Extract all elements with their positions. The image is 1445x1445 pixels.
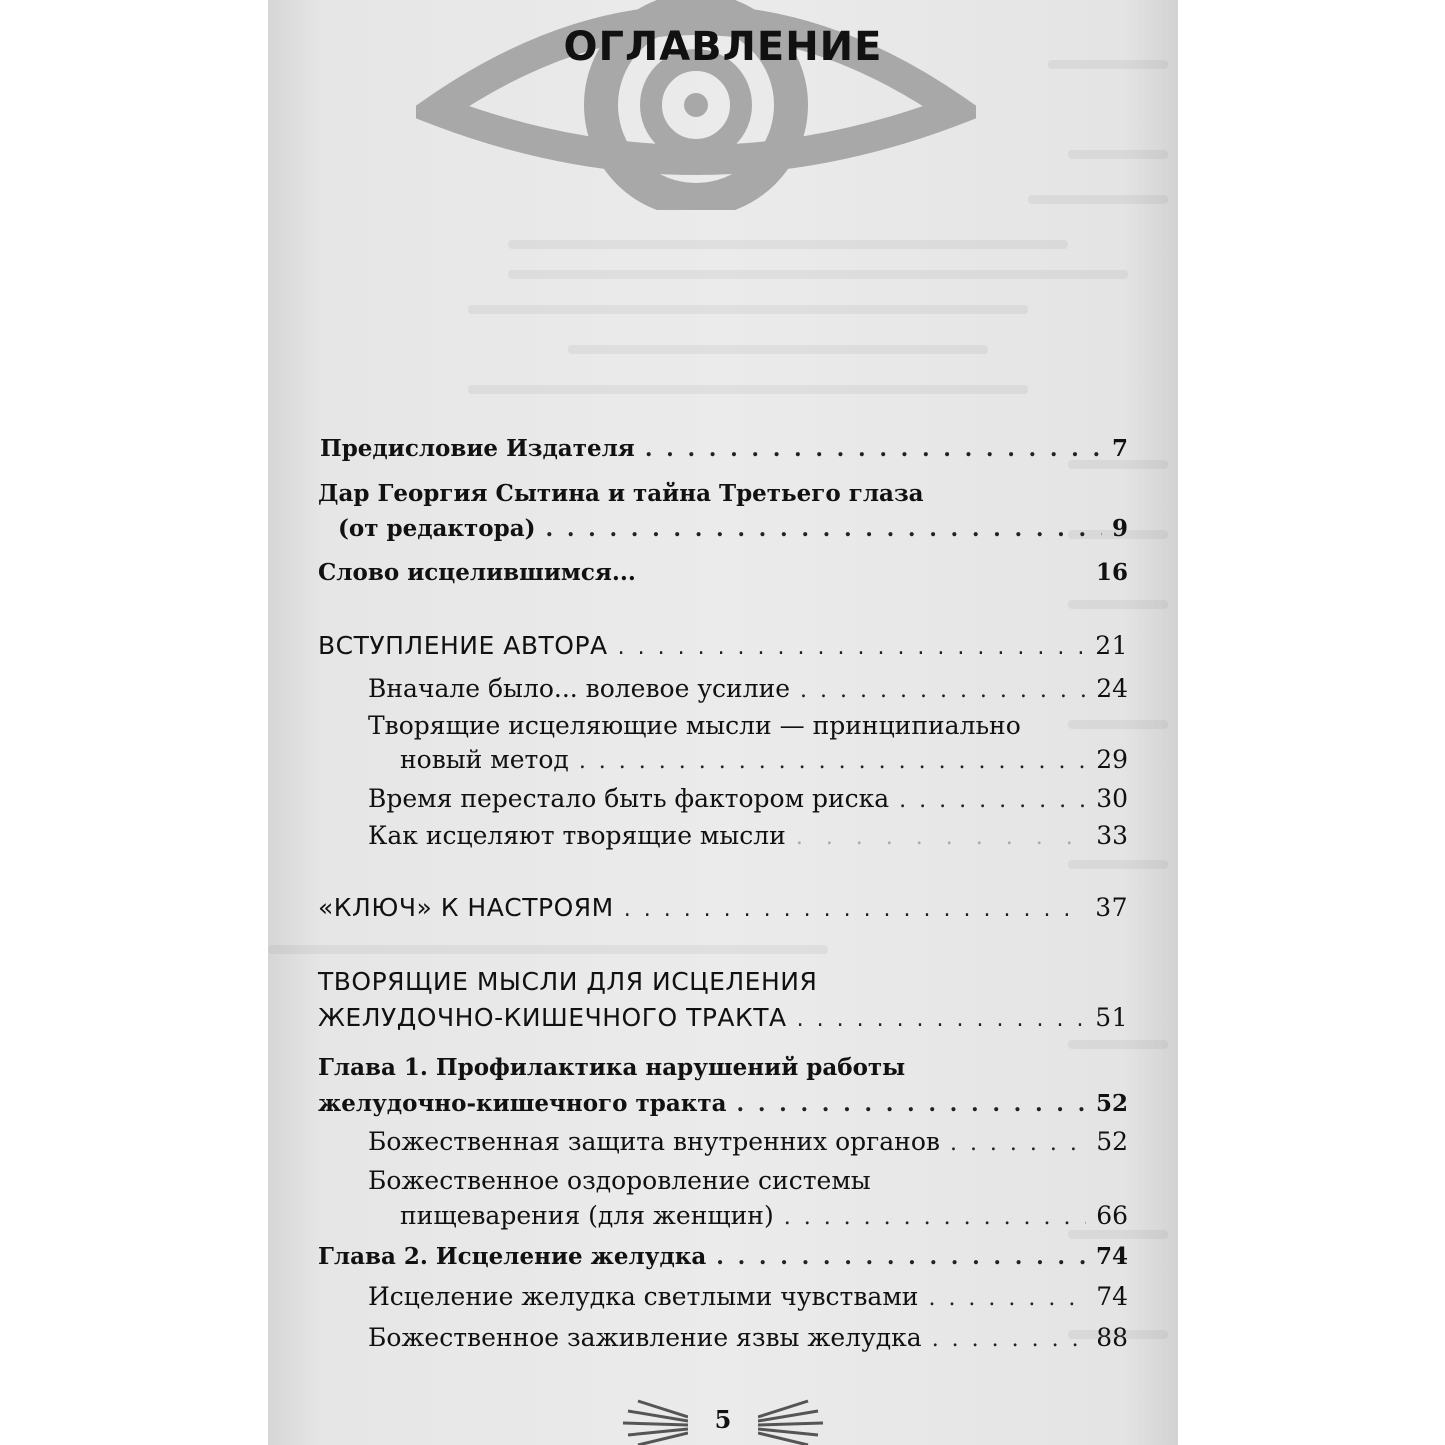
toc-entry-title: Божественное заживление язвы желудка <box>368 1323 922 1352</box>
toc-entry[interactable] <box>318 891 1128 927</box>
toc-entry-title: Глава 2. Исцеление желудка <box>318 1243 707 1270</box>
toc-entry-title[interactable]: Божественное оздоровление системы <box>368 1166 871 1195</box>
dot-leader <box>737 1087 1086 1121</box>
dot-leader <box>624 893 1085 927</box>
toc-entry-title-cont: (от редактора) <box>338 515 536 542</box>
toc-entry[interactable] <box>368 819 1128 855</box>
dot-leader <box>645 432 1102 466</box>
toc-entry[interactable] <box>338 512 1128 546</box>
toc-entry[interactable] <box>400 743 1128 779</box>
toc-entry-title[interactable]: Творящие исцеляющие мысли — принципиально <box>368 711 1021 740</box>
dot-leader <box>928 1282 1086 1316</box>
toc-entry[interactable] <box>318 1001 1128 1037</box>
toc-entry-page: 30 <box>1096 784 1128 813</box>
toc-entry[interactable] <box>318 629 1128 665</box>
toc-entry-title: Слово исцелившимся... <box>318 559 636 586</box>
dot-leader <box>950 1127 1086 1161</box>
toc-entry-page: 52 <box>1096 1127 1128 1156</box>
toc-entry-page: 37 <box>1095 893 1128 922</box>
toc-entry-page: 88 <box>1096 1323 1128 1352</box>
dot-leader <box>797 1003 1086 1037</box>
toc-entry-page: 66 <box>1096 1201 1128 1230</box>
toc-entry-page: 51 <box>1095 1003 1128 1032</box>
dot-leader <box>716 1240 1086 1274</box>
dot-leader <box>579 745 1086 779</box>
toc-entry-page: 16 <box>1095 559 1128 586</box>
toc-entry-title: Предисловие Издателя <box>320 435 635 462</box>
toc-entry-page: 33 <box>1096 821 1128 850</box>
book-page <box>268 0 1178 1445</box>
dot-leader <box>784 1201 1086 1235</box>
toc-entry-title: Время перестало быть фактором риска <box>368 784 890 813</box>
toc-entry[interactable] <box>368 1125 1128 1161</box>
toc-entry-page: 74 <box>1095 1243 1128 1270</box>
toc-entry-page: 29 <box>1096 745 1128 774</box>
toc-entry[interactable] <box>400 1199 1128 1235</box>
dot-leader <box>546 512 1102 546</box>
toc-entry[interactable] <box>320 432 1128 466</box>
toc-entry-page: 24 <box>1096 674 1128 703</box>
toc-entry-title[interactable]: Глава 1. Профилактика нарушений работы <box>318 1054 906 1081</box>
toc-entry-title[interactable]: Дар Георгия Сытина и тайна Третьего глаза <box>318 480 924 507</box>
toc-entry-title-cont: новый метод <box>400 745 569 774</box>
toc-entry-title: Вначале было... волевое усилие <box>368 674 791 703</box>
toc-entry-title[interactable]: ТВОРЯЩИЕ МЫСЛИ ДЛЯ ИСЦЕЛЕНИЯ <box>318 967 818 996</box>
toc-entry-page: 74 <box>1096 1282 1128 1311</box>
dot-leader <box>796 821 1086 855</box>
toc-entry[interactable] <box>368 782 1128 818</box>
toc-entry[interactable] <box>368 1280 1128 1316</box>
toc-entry-page: 9 <box>1111 515 1128 542</box>
toc-entry-title-cont: ЖЕЛУДОЧНО-КИШЕЧНОГО ТРАКТА <box>318 1003 787 1032</box>
toc-entry-title: «КЛЮЧ» К НАСТРОЯМ <box>318 893 614 922</box>
dot-leader <box>618 631 1086 665</box>
dot-leader <box>899 784 1086 818</box>
toc-entry[interactable] <box>318 556 1128 590</box>
toc-entry[interactable] <box>318 1087 1128 1121</box>
toc-entry[interactable] <box>318 1240 1128 1274</box>
page-number: 5 <box>714 1405 732 1434</box>
toc-entry-page: 7 <box>1111 435 1128 462</box>
toc-entry-page: 52 <box>1095 1090 1128 1117</box>
toc-entry-title-cont: пищеварения (для женщин) <box>400 1201 774 1230</box>
toc-entry-title: Божественная защита внутренних органов <box>368 1127 940 1156</box>
dot-leader <box>932 1323 1087 1357</box>
toc-entry-title-cont: желудочно-кишечного тракта <box>318 1090 727 1117</box>
dot-leader <box>800 674 1086 708</box>
toc-entry[interactable] <box>368 672 1128 708</box>
toc-entry-title: ВСТУПЛЕНИЕ АВТОРА <box>318 631 608 660</box>
toc-entry-title: Исцеление желудка светлыми чувствами <box>368 1282 919 1311</box>
toc-entry-title: Как исцеляют творящие мысли <box>368 821 786 850</box>
page-title: ОГЛАВЛЕНИЕ <box>563 24 883 70</box>
toc-entry[interactable] <box>368 1321 1128 1357</box>
table-of-contents <box>268 0 1178 1445</box>
toc-entry-page: 21 <box>1095 631 1128 660</box>
